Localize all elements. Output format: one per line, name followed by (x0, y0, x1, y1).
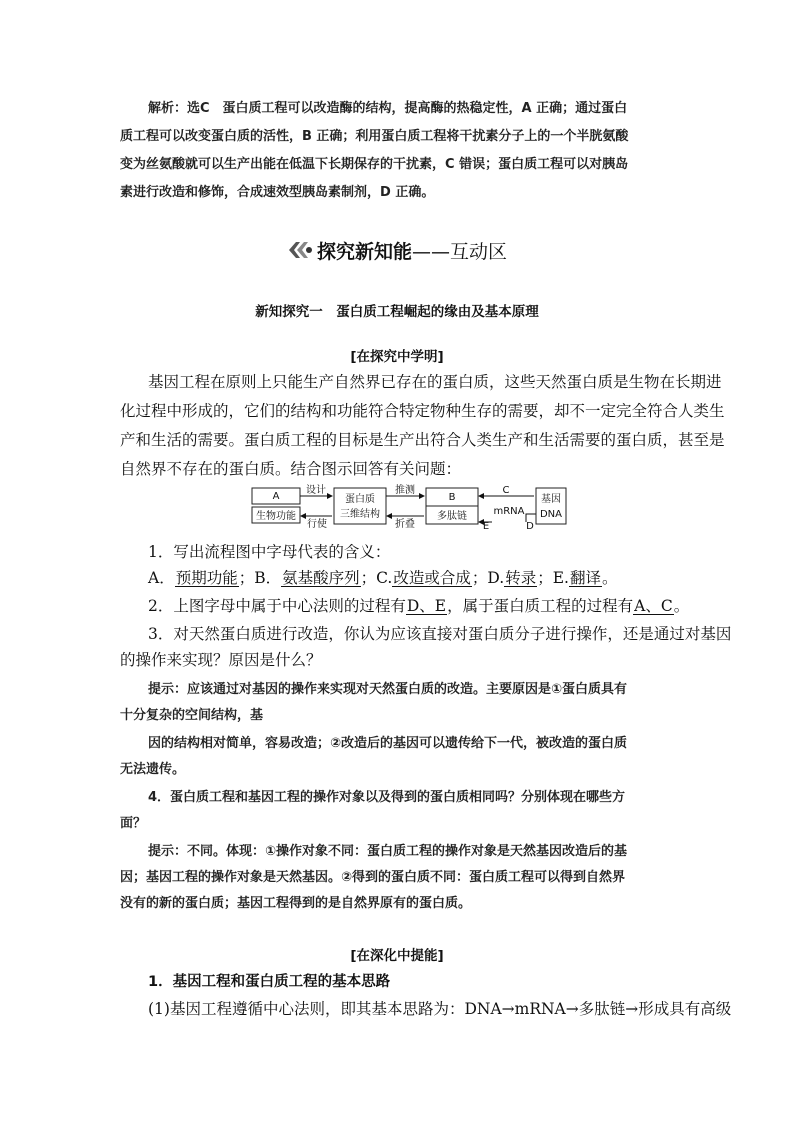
q1-answer-b: 氨基酸序列 (282, 569, 360, 587)
box-polypeptide-label: 多肽链 (437, 511, 467, 522)
hint3-line-4: 无法遗传。 (120, 762, 186, 777)
intro-line-1: 基因工程在原则上只能生产自然界已存在的蛋白质，这些天然蛋白质是生物在长期进 (148, 373, 722, 391)
q1-answers: A．预期功能；B．氨基酸序列；C.改造或合成；D.转录；E.翻译。 (148, 569, 618, 587)
learn-header: [在探究中学明] (350, 349, 444, 365)
q2-answer-1: D、E (406, 597, 447, 615)
banner-title: 探究新知能 (316, 240, 412, 263)
label-e: E (482, 521, 490, 530)
box-a-label: A (272, 491, 280, 502)
intro-line-3: 产和生活的需要。蛋白质工程的目标是生产出符合人类生产和生活需要的蛋白质，甚至是 (120, 431, 725, 449)
deepen-point-1: 1．基因工程和蛋白质工程的基本思路 (148, 974, 391, 990)
hint4-line-2: 因；基因工程的操作对象是天然基因。②得到的蛋白质不同：蛋白质工程可以得到自然界 (120, 870, 626, 885)
analysis-line-2: 质工程可以改变蛋白质的活性，B 正确；利用蛋白质工程将干扰素分子上的一个半胱氨酸 (120, 129, 629, 144)
section-banner (0, 236, 794, 264)
section-title: 新知探究一 蛋白质工程崛起的缘由及基本原理 (255, 304, 539, 320)
banner-subtitle: ——互动区 (412, 240, 508, 263)
label-fold: 折叠 (395, 519, 415, 530)
box-gene-label-2: DNA (539, 509, 563, 520)
q3-line-1: 3．对天然蛋白质进行改造，你认为应该直接对蛋白质分子进行操作，还是通过对基因 (148, 625, 732, 643)
analysis-line-4: 素进行改造和修饰，合成速效型胰岛素制剂，D 正确。 (120, 185, 435, 200)
label-infer: 推测 (395, 485, 415, 496)
q1-answer-a: 预期功能 (175, 569, 238, 587)
q1-answer-e: 翻译 (569, 569, 601, 587)
label-d: D (526, 521, 534, 530)
hint4-line-1: 提示：不同。体现：①操作对象不同：蛋白质工程的操作对象是天然基因改造后的基 (148, 844, 628, 859)
deepen-header: [在深化中提能] (350, 948, 444, 964)
banner-logo-icon (287, 239, 313, 261)
intro-line-4: 自然界不存在的蛋白质。结合图示回答有关问题： (120, 460, 462, 478)
intro-line-2: 化过程中形成的，它们的结构和功能符合特定物种生存的需要，却不一定完全符合人类生 (120, 402, 725, 420)
q3-line-2: 的操作来实现？原因是什么？ (120, 651, 322, 669)
q1-answer-c: 改造或合成 (393, 569, 471, 587)
q2-answer-2: A、C (634, 597, 673, 615)
analysis-line-1: 解析：选C 蛋白质工程可以改造酶的结构，提高酶的热稳定性，A 正确；通过蛋白 (148, 101, 628, 116)
flow-diagram (248, 484, 570, 530)
hint3-line-3: 因的结构相对简单，容易改造；②改造后的基因可以遗传给下一代，被改造的蛋白质 (148, 736, 628, 751)
q4-line-1: 4．蛋白质工程和基因工程的操作对象以及得到的蛋白质相同吗？分别体现在哪些方 (148, 790, 626, 805)
box-protein-label-2: 三维结构 (340, 509, 380, 520)
q1-answer-d: 转录 (505, 569, 537, 587)
deepen-point-1-1: (1)基因工程遵循中心法则，即其基本思路为：DNA→mRNA→多肽链→形成具有高级 (148, 1000, 732, 1018)
label-c: C (502, 485, 510, 496)
analysis-line-3: 变为丝氨酸就可以生产出能在低温下长期保存的干扰素，C 错误；蛋白质工程可以对胰岛 (120, 157, 629, 172)
hint3-line-2: 十分复杂的空间结构，基 (120, 708, 264, 723)
box-gene-label-1: 基因 (541, 494, 561, 505)
hint3-line-1: 提示：应该通过对基因的操作来实现对天然蛋白质的改造。主要原因是①蛋白质具有 (148, 682, 628, 697)
box-b-label: B (448, 492, 456, 503)
label-design: 设计 (306, 485, 326, 496)
q4-line-2: 面？ (120, 816, 147, 831)
box-bio-function-label: 生物功能 (256, 511, 296, 522)
label-perform: 行使 (307, 519, 327, 530)
q2-text: 2．上图字母中属于中心法则的过程有D、E，属于蛋白质工程的过程有A、C。 (148, 597, 690, 615)
label-mrna: mRNA (493, 506, 525, 517)
box-protein-label-1: 蛋白质 (345, 494, 375, 505)
hint4-line-3: 没有的新的蛋白质；基因工程得到的是自然界原有的蛋白质。 (120, 896, 472, 911)
q1-text: 1．写出流程图中字母代表的含义： (148, 543, 391, 561)
